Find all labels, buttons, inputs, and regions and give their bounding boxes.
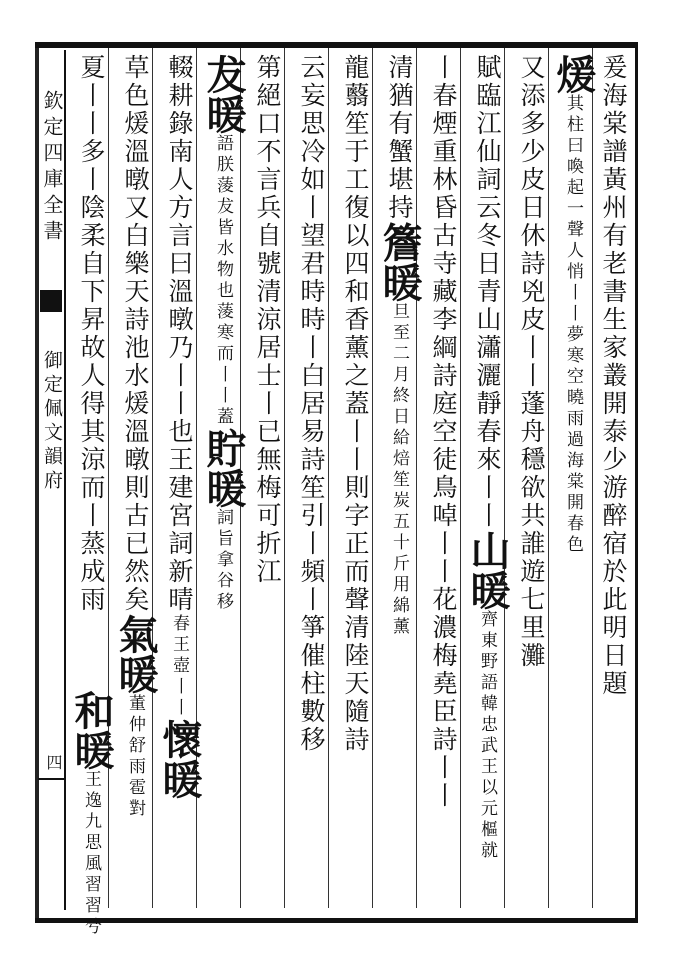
column-text: 清猶有蟹堪持	[385, 54, 414, 222]
entry-heading: 犮暖	[200, 54, 247, 134]
text-column-12	[112, 54, 159, 906]
column-text: 草色煖溫暾又白樂天詩池水煖溫暾則古已然矣	[121, 54, 150, 614]
column-text: 爰海棠譜黃州有老書生家叢開泰少游醉宿於此明日題	[599, 54, 628, 698]
text-column-9	[248, 54, 288, 906]
text-column-11	[156, 54, 203, 906]
text-column-4	[464, 54, 511, 906]
column-note: 風習習兮	[81, 854, 101, 938]
column-note: 語朕蔆犮皆水物也蔆寒而丨丨蓋	[213, 134, 233, 428]
fish-tail-mark	[40, 290, 62, 312]
entry-heading: 山暖	[464, 530, 511, 610]
text-column-5	[424, 54, 464, 906]
column-note: 雨雹對	[125, 757, 145, 820]
entry-heading: 煖	[550, 54, 597, 94]
text-column-1	[594, 54, 634, 906]
column-text: 丨已無梅可折江	[253, 390, 282, 586]
column-note: 春王壺丨丨	[169, 614, 189, 719]
column-text: 賦臨江仙詞云冬日青山瀟灑靜春來丨丨	[473, 54, 502, 530]
column-text: 丨春煙重林昏古寺藏李綱詩庭空徒鳥啅丨丨花濃梅堯臣詩丨丨	[429, 54, 458, 810]
text-column-15	[68, 690, 115, 938]
entry-heading: 簷暖	[376, 222, 423, 302]
fore-edge-margin	[38, 50, 66, 910]
column-text: 第絕口不言兵自號清涼居士	[253, 54, 282, 390]
book-title: 欽定四庫全書	[40, 90, 64, 246]
text-column-3	[512, 54, 552, 906]
entry-heading: 和暖	[68, 690, 115, 770]
column-text: 又添多少皮日休詩兇皮丨丨蓬舟穩欲共誰遊七里灘	[517, 54, 546, 670]
entry-heading: 懷暖	[156, 719, 203, 799]
column-text: 云妄思冷如丨望君時時丨白居易詩笙引丨頻丨箏催柱數移	[297, 54, 326, 754]
column-note: 旦至二月終日給焙笙炭五十斤用綿薰	[389, 302, 409, 638]
column-text: 龍蘙笙于工復以四和香薰之蓋丨丨則字正而聲清陸天隨詩	[341, 54, 370, 754]
column-text: 輟耕錄南人方言曰溫暾乃丨丨也王建宮詞新晴	[165, 54, 194, 614]
column-text: 其柱曰喚起一聲人悄丨丨夢寒空曉雨過海棠開春色	[563, 94, 583, 556]
page-number-rule	[38, 778, 64, 780]
text-column-2	[550, 54, 597, 906]
entry-heading: 氣暖	[112, 614, 159, 694]
text-column-10	[200, 54, 247, 906]
text-column-7	[336, 54, 376, 906]
text-column-6	[376, 54, 423, 906]
column-note: 董仲舒	[125, 694, 145, 757]
page-number: 四	[44, 754, 63, 770]
text-column-8	[292, 54, 332, 906]
column-note: 王逸九思	[81, 770, 101, 854]
column-note: 詞旨拿谷移	[213, 508, 233, 613]
entry-heading: 貯暖	[200, 428, 247, 508]
column-note: 齊東野語韓忠武王以元樞就	[477, 610, 497, 862]
column-text: 夏丨丨多丨陰柔自下昇故人得其涼而丨蒸成雨	[77, 54, 106, 614]
book-subtitle: 御定佩文韻府	[41, 350, 63, 494]
